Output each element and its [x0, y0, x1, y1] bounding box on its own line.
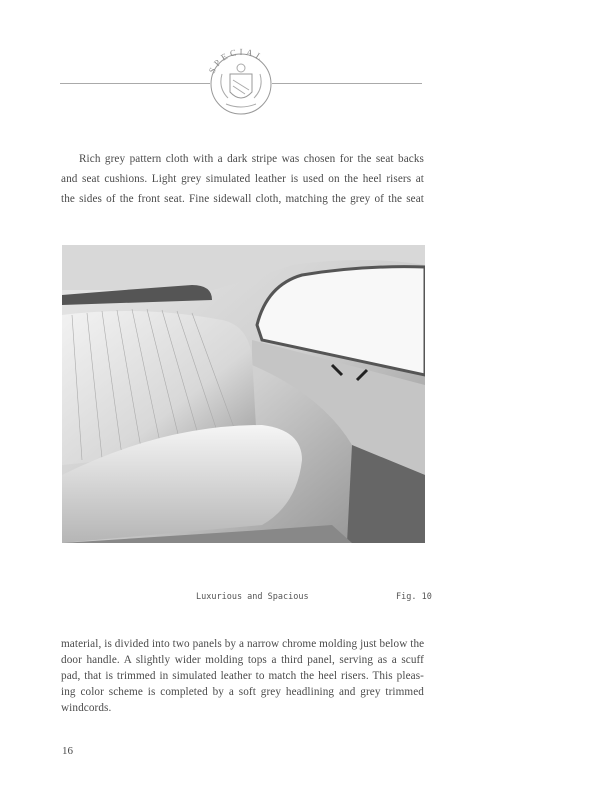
header-rule-right: [272, 83, 422, 84]
text-line: and seat cushions. Light grey simulated leather is used on the heel risers at: [61, 173, 424, 185]
text-line: door handle. A slightly wider molding tops a third panel, serving as a scuff: [61, 654, 424, 666]
text-line: material, is divided into two panels by a narrow chrome molding just below the: [61, 638, 425, 650]
text-line: windcords.: [61, 702, 112, 714]
text-line: Rich grey pattern cloth with a dark stripe was chosen for the seat backs: [79, 153, 424, 165]
figure-caption: Luxurious and Spacious: [196, 592, 309, 602]
text-line: ing color scheme is completed by a soft grey headlining and grey trimmed: [61, 686, 424, 698]
svg-text:SPECIAL: SPECIAL: [206, 46, 267, 75]
interior-photo: [62, 245, 425, 543]
text-line: pad, that is trimmed in simulated leather to match the heel risers. This pleas-: [61, 670, 424, 682]
text-line: the sides of the front seat. Fine sidewall cloth, matching the grey of the seat: [61, 193, 424, 205]
page-number: 16: [62, 745, 73, 757]
figure-label: Fig. 10: [396, 592, 432, 602]
special-seal-logo: [200, 44, 284, 124]
header-rule-left: [60, 83, 210, 84]
